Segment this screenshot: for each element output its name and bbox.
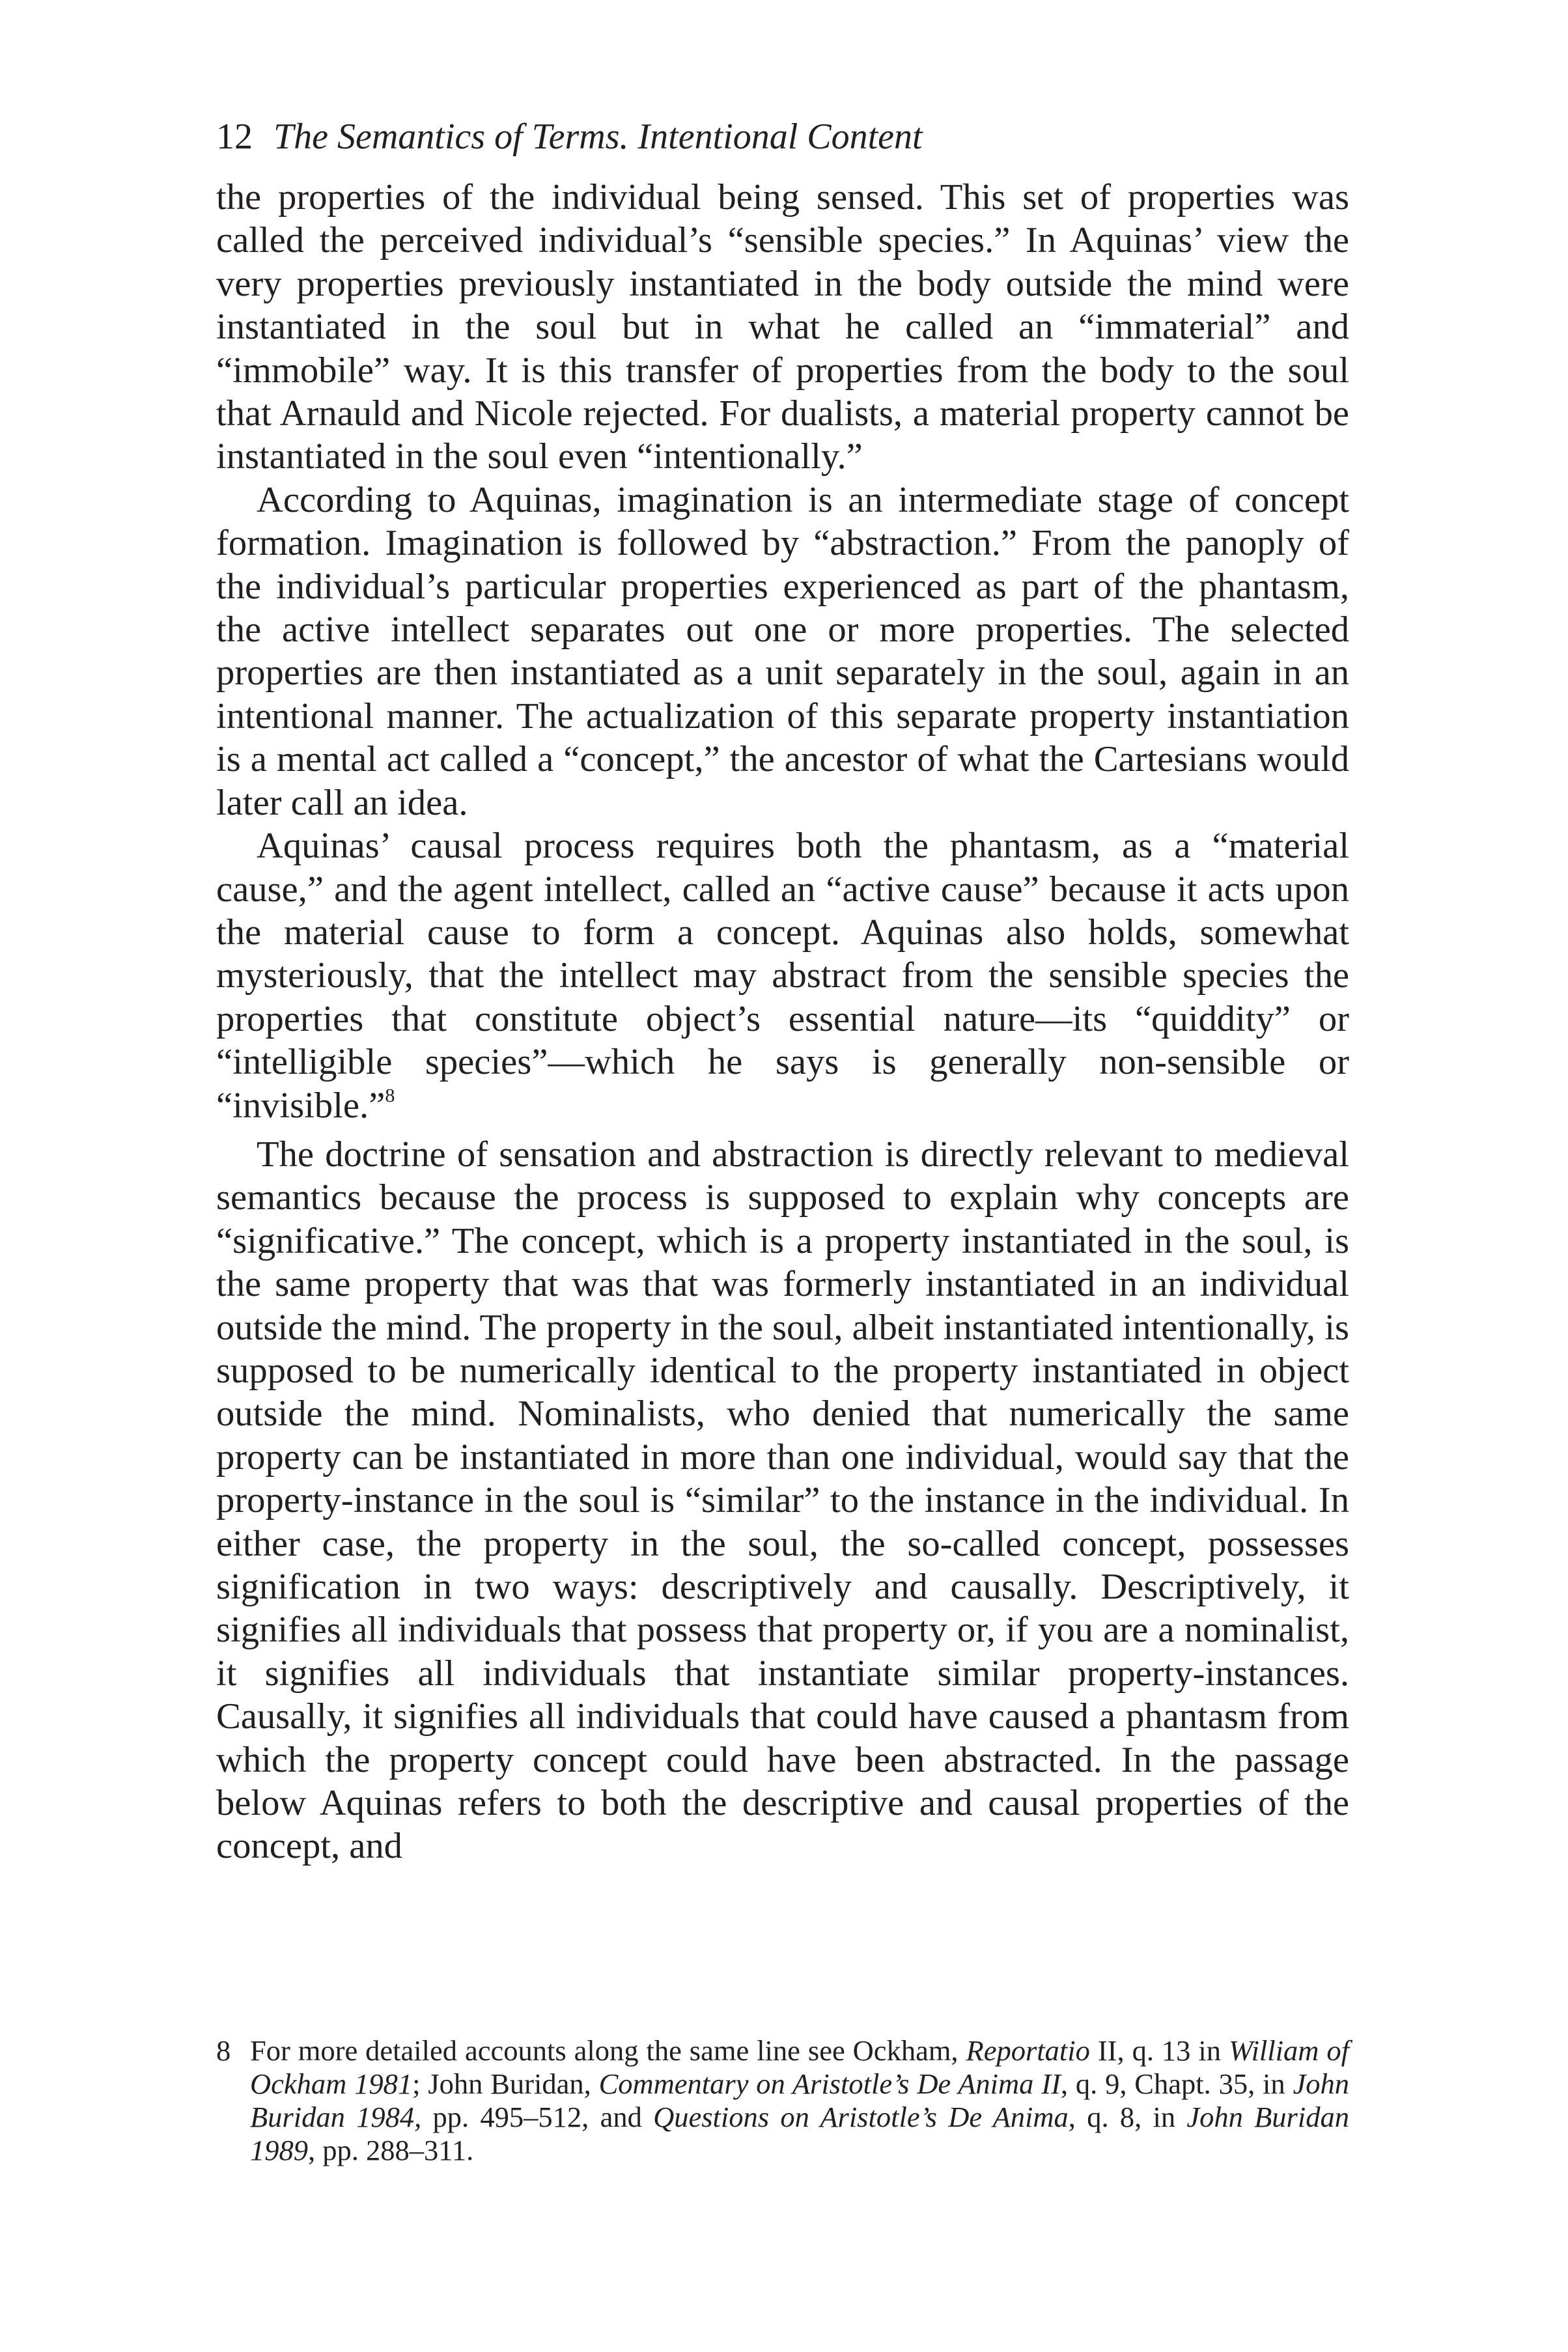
footnote-title: Reportatio xyxy=(966,2034,1090,2067)
footnote-text-run: II, q. 13 in xyxy=(1089,2034,1229,2067)
body-text xyxy=(216,176,1349,1868)
running-header xyxy=(216,111,1356,163)
running-title: The Semantics of Terms. Intentional Content xyxy=(273,117,923,157)
footnote-text-run: , q. 8, in xyxy=(1068,2101,1187,2133)
footnote xyxy=(216,2034,1349,2167)
paragraph: According to Aquinas, imagination is an intermediate stage of concept formation. Imagination is followed by “abstraction.” From the panoply of the individual’s particular properties experienced as part of the phantasm, the active intellect separates out one or more properties. The selected properties are then instantiated as a unit separately in the soul, again in an intentional manner. The actualization of this separate property instantiation is a mental act called a “concept,” the ancestor of what the Cartesians would later call an idea. xyxy=(216,479,1349,823)
footnote-text-run: pp. 495–512, and xyxy=(421,2101,654,2133)
paragraph xyxy=(216,824,1349,1133)
page-number: 12 xyxy=(216,117,253,157)
footnote-number: 8 xyxy=(216,2034,231,2067)
footnote-title: John Buridan 1989 xyxy=(250,2101,1349,2166)
footnote-text-run: For more detailed accounts along the same line see Ockham, xyxy=(250,2034,966,2067)
paragraph: The doctrine of sensation and abstraction is directly relevant to medieval semantics because the process is supposed to explain why concepts are “significative.” The concept, which is a property instantiated in the soul, is the same property that was that was formerly instantiated in an individual outside the mind. The property in the soul, albeit instantiated intentionally, is supposed to be numerically identical to the property instantiated in object outside the mind. Nominalists, who denied that numerically the same property can be instantiated in more than one individual, would say that the property-instance in the soul is “similar” to the instance in the individual. In either case, the property in the soul, the so-called concept, possesses signification in two ways: descriptively and causally. Descriptively, it signifies all individuals that possess that property or, if you are a nominalist, it signifies all individuals that instantiate similar property-instances. Causally, it signifies all individuals that could have caused a phantasm from which the property concept could have been abstracted. In the passage below Aquinas refers to both the descriptive and causal properties of the concept, and xyxy=(216,1134,1349,1867)
footnote-title: William of Ockham 1981 xyxy=(250,2034,1349,2100)
footnote-title: Questions on Aristotle’s De Anima xyxy=(653,2101,1069,2133)
footnote-text-run: , pp. 288–311. xyxy=(308,2134,474,2166)
footnote-title: Commentary on Aristotle’s De Anima II xyxy=(598,2067,1061,2100)
paragraph-text: Aquinas’ causal process requires both the phantasm, as a “material cause,” and the agent intellect, called an “active cause” because it acts upon the material cause to form a concept. Aquinas also holds, somewhat mysteriously, that the intellect may abstract from the sensible species the properties that constitute object’s essential nature—its “quiddity” or “intelligible species”—which he says is generally non-sensible or “invisible.” xyxy=(216,826,1349,1126)
footnote-text xyxy=(250,2034,1349,2167)
paragraph: the properties of the individual being sensed. This set of properties was called the perceived individual’s “sensible species.” In Aquinas’ view the very properties previously instantiated in the body outside the mind were instantiated in the soul but in what he called an “immaterial” and “immobile” way. It is this transfer of properties from the body to the soul that Arnauld and Nicole rejected. For dualists, a material property cannot be instantiated in the soul even “intentionally.” xyxy=(216,177,1349,477)
footnote-text-run: ; John Buridan, xyxy=(412,2067,599,2100)
footnote-reference[interactable]: 8 xyxy=(385,1084,395,1106)
footnote-title: John Buridan 1984, xyxy=(250,2067,1349,2133)
footnote-text-run: , q. 9, Chapt. 35, in xyxy=(1060,2067,1293,2100)
